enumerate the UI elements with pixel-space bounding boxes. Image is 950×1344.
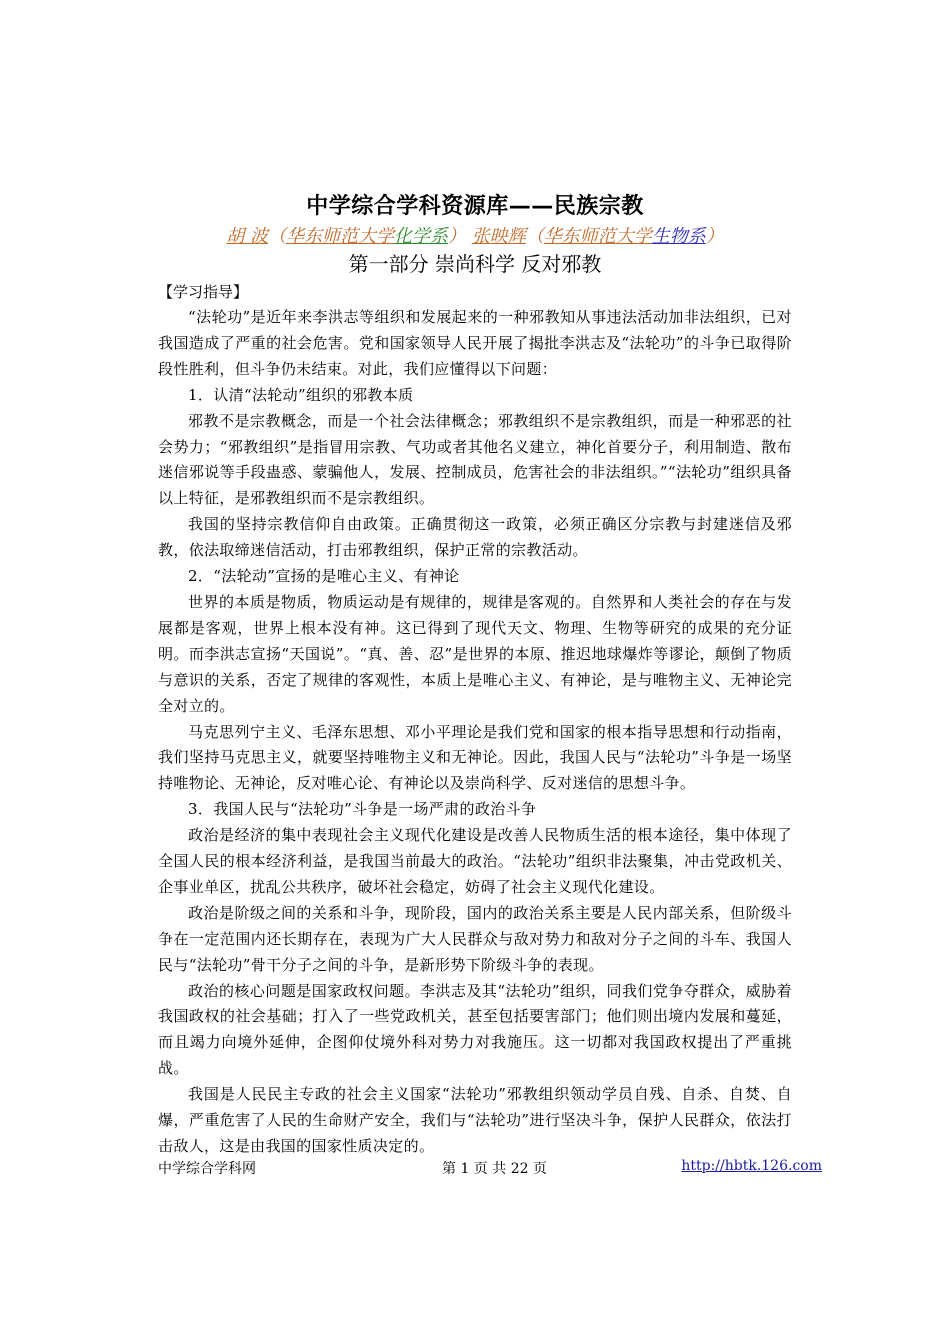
document-title: 中学综合学科资源库——民族宗教 [306,194,644,219]
numbered-heading: 1．认清“法轮动”组织的邪教本质 [188,385,414,404]
paragraph: 马克思列宁主义、毛泽东思想、邓小平理论是我们党和国家的根本指导思想和行动指南，我们坚持马克思主义，就要坚持唯物主义和无神论。因此，我国人民与“法轮功”斗争是一场坚持唯物论、无神论，反对唯心论、有神论以及崇尚科学、反对迷信的思想斗争。 [158,722,792,793]
footer-site-name: 中学综合学科网 [158,1161,256,1177]
paragraph: 政治的核心问题是国家政权问题。李洪志及其“法轮功”组织，同我们党争夺群众，威胁着我国政权的社会基础；打入了一些党政机关，甚至包括要害部门；他们则出境内发展和蔓延，而且竭力向境外延伸，企图仰仗境外科对势力对我施压。这一切都对我国政权提出了严重挑战。 [158,981,792,1078]
author-line [158,224,792,250]
author-link-zhang-yinghui[interactable]: 张映辉 [471,226,526,247]
paren-close: ） [705,226,724,247]
paragraph: 我国是人民民主专政的社会主义国家“法轮功”邪教组织领动学员自残、自杀、自焚、自爆，严重危害了人民的生命财产安全，我们与“法轮功”进行坚决斗争，保护人民群众，依法打击敌人，这是由我国的国家性质决定的。 [158,1085,792,1155]
part-title: 第一部分 崇尚科学 反对邪教 [348,252,602,276]
paren-open: （ [525,226,544,247]
paragraph: 邪教不是宗教概念，而是一个社会法律概念；邪教组织不是宗教组织，而是一种邪恶的社会势力；“邪教组织”是指冒用宗教、气功或者其他名义建立，神化首要分子，利用制造、散布迷信邪说等手段蛊惑、蒙骗他人，发展、控制成员，危害社会的非法组织。”“法轮功”组织具备以上特征，是邪教组织而不是宗教组织。 [158,411,792,508]
footer-page-number: 第 1 页 共 22 页 [442,1161,547,1177]
author-link-hu-bo[interactable]: 胡 波 [226,226,268,247]
university-link[interactable]: 华东师范大学 [286,226,394,247]
footer-url-link[interactable]: http://hbtk.126.com [681,1158,822,1174]
page-footer [158,1158,822,1178]
paragraph: 我国的坚持宗教信仰自由政策。正确贯彻这一政策，必须正确区分宗教与封建迷信及邪教，依法取缔迷信活动，打击邪教组织，保护正常的宗教活动。 [158,515,792,560]
department-link-chemistry[interactable]: 化学系 [394,226,448,247]
numbered-heading: 3．我国人民与“法轮功”斗争是一场严肃的政治斗争 [188,800,537,819]
department-link-biology[interactable]: 生物系 [651,226,706,247]
paragraph: 世界的本质是物质，物质运动是有规律的，规律是客观的。自然界和人类社会的存在与发展都是客观，世界上根本没有神。这已得到了现代天文、物理、生物等研究的成果的充分证明。而李洪志宣扬“天国说”。“真、善、忍”是世界的本原、推迟地球爆炸等谬论，颠倒了物质与意识的关系，否定了规律的客观性，本质上是唯心主义、有神论，是与唯物主义、无神论完全对立的。 [158,592,792,715]
paren-open: （ [268,226,286,247]
section-label: 【学习指导】 [158,283,249,301]
university-link[interactable]: 华东师范大学 [543,226,652,247]
numbered-heading: 2．“法轮动”宣扬的是唯心主义、有神论 [188,567,460,586]
paragraph: 政治是阶级之间的关系和斗争，现阶段，国内的政治关系主要是人民内部关系，但阶级斗争在一定范围内还长期存在，表现为广大人民群众与敌对势力和敌对分子之间的斗车、我国人民与“法轮功”骨干分子之间的斗争，是新形势下阶级斗争的表现。 [158,903,792,974]
document-page [158,190,792,1160]
paragraph: “法轮功”是近年来李洪志等组织和发展起来的一种邪教知从事违法活动加非法组织，已对我国造成了严重的社会危害。党和国家领导人民开展了揭批李洪志及“法轮功”的斗争已取得阶段性胜利，但斗争仍未结束。对此，我们应懂得以下问题： [158,308,792,378]
paragraph: 政治是经济的集中表现社会主义现代化建设是改善人民物质生活的根本途径，集中体现了全国人民的根本经济利益，是我国当前最大的政治。“法轮功”组织非法聚集，冲击党政机关、企事业单区，扰乱公共秩序，破坏社会稳定，妨碍了社会主义现代化建设。 [158,826,792,896]
paren-close: ） [448,226,466,247]
